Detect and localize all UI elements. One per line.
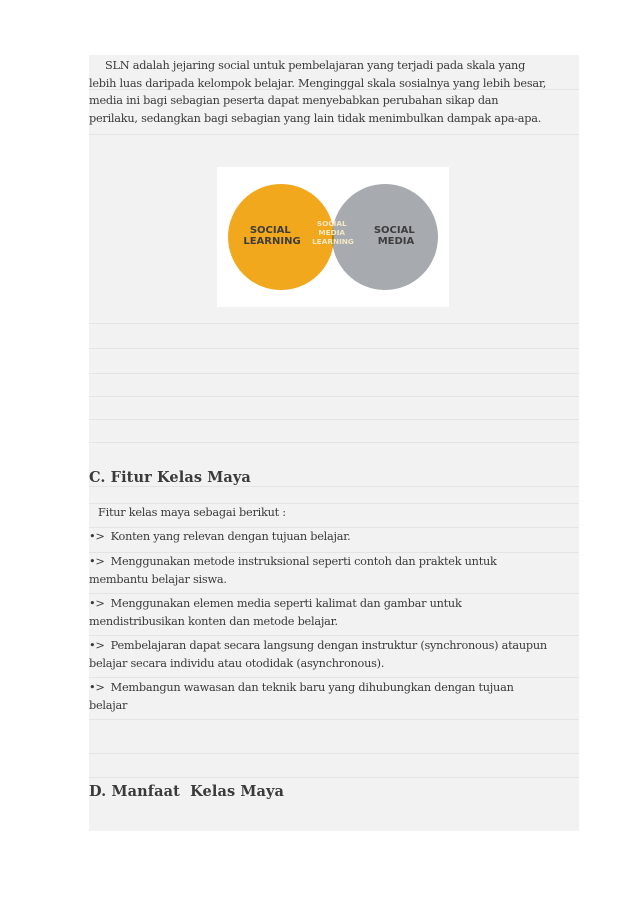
divider xyxy=(89,442,579,443)
bullet-icon: •> xyxy=(89,597,105,610)
feature-item-line: belajar xyxy=(89,698,128,712)
feature-item xyxy=(89,637,579,672)
intro-line: media ini bagi sebagian peserta dapat menyebabkan perubahan sikap dan xyxy=(89,94,499,107)
divider xyxy=(89,677,579,678)
feature-item-line xyxy=(89,595,579,613)
feature-item-line: belajar secara individu atau otodidak (asynchronous). xyxy=(89,656,385,670)
venn-diagram-image xyxy=(217,167,449,307)
intro-line: lebih luas daripada kelompok belajar. Menginggal skala sosialnya yang lebih besar, xyxy=(89,76,547,90)
divider xyxy=(89,396,579,397)
left-label-line: SOCIAL xyxy=(249,225,291,236)
right-label-line: SOCIAL xyxy=(373,225,415,236)
feature-item-line xyxy=(89,528,579,546)
bullet-icon: •> xyxy=(89,555,105,568)
divider xyxy=(89,777,579,778)
right-label-line: MEDIA xyxy=(377,236,415,247)
intro-line: perilaku, sedangkan bagi sebagian yang lain tidak menimbulkan dampak apa-apa. xyxy=(89,111,542,125)
feature-item-line xyxy=(89,637,579,655)
feature-item-line: mendistribusikan konten dan metode belajar. xyxy=(89,614,338,628)
center-label-line: SOCIAL xyxy=(316,219,347,228)
divider xyxy=(89,486,579,487)
feature-item xyxy=(89,679,579,714)
feature-item-text: Pembelajaran dapat secara langsung dengan instruktur (synchronous) ataupun xyxy=(110,639,547,652)
divider xyxy=(89,635,579,636)
feature-item-line: membantu belajar siswa. xyxy=(89,572,227,586)
divider xyxy=(89,719,579,720)
left-label xyxy=(243,225,300,247)
feature-item-text: Konten yang relevan dengan tujuan belajar. xyxy=(110,530,351,543)
center-label-line: MEDIA xyxy=(318,228,346,237)
divider xyxy=(89,753,579,754)
feature-item xyxy=(89,528,579,546)
feature-item-line xyxy=(89,679,579,697)
divider xyxy=(89,134,579,135)
bullet-icon: •> xyxy=(89,681,105,694)
section-d-title: D. Manfaat Kelas Maya xyxy=(89,783,285,800)
section-c-intro xyxy=(89,504,579,522)
section-c-intro-text: Fitur kelas maya sebagai berikut : xyxy=(98,506,286,519)
intro-line: SLN adalah jejaring social untuk pembelajaran yang terjadi pada skala yang xyxy=(105,59,526,72)
divider xyxy=(89,348,579,349)
feature-item xyxy=(89,595,579,630)
divider xyxy=(89,373,579,374)
feature-item-text: Menggunakan metode instruksional seperti contoh dan praktek untuk xyxy=(110,555,497,568)
section-c-title: C. Fitur Kelas Maya xyxy=(89,469,251,486)
feature-item-text: Membangun wawasan dan teknik baru yang dihubungkan dengan tujuan xyxy=(110,681,514,694)
left-label-line: LEARNING xyxy=(243,236,301,247)
feature-item-line xyxy=(89,553,579,571)
center-label-line: LEARNING xyxy=(312,237,354,246)
divider xyxy=(89,323,579,324)
divider xyxy=(89,593,579,594)
feature-item xyxy=(89,553,579,588)
intro-paragraph xyxy=(89,57,579,127)
bullet-icon: •> xyxy=(89,639,105,652)
bullet-icon: •> xyxy=(89,530,105,543)
divider xyxy=(89,419,579,420)
right-label xyxy=(374,225,418,247)
feature-item-text: Menggunakan elemen media seperti kalimat dan gambar untuk xyxy=(110,597,462,610)
document-page xyxy=(89,55,579,831)
